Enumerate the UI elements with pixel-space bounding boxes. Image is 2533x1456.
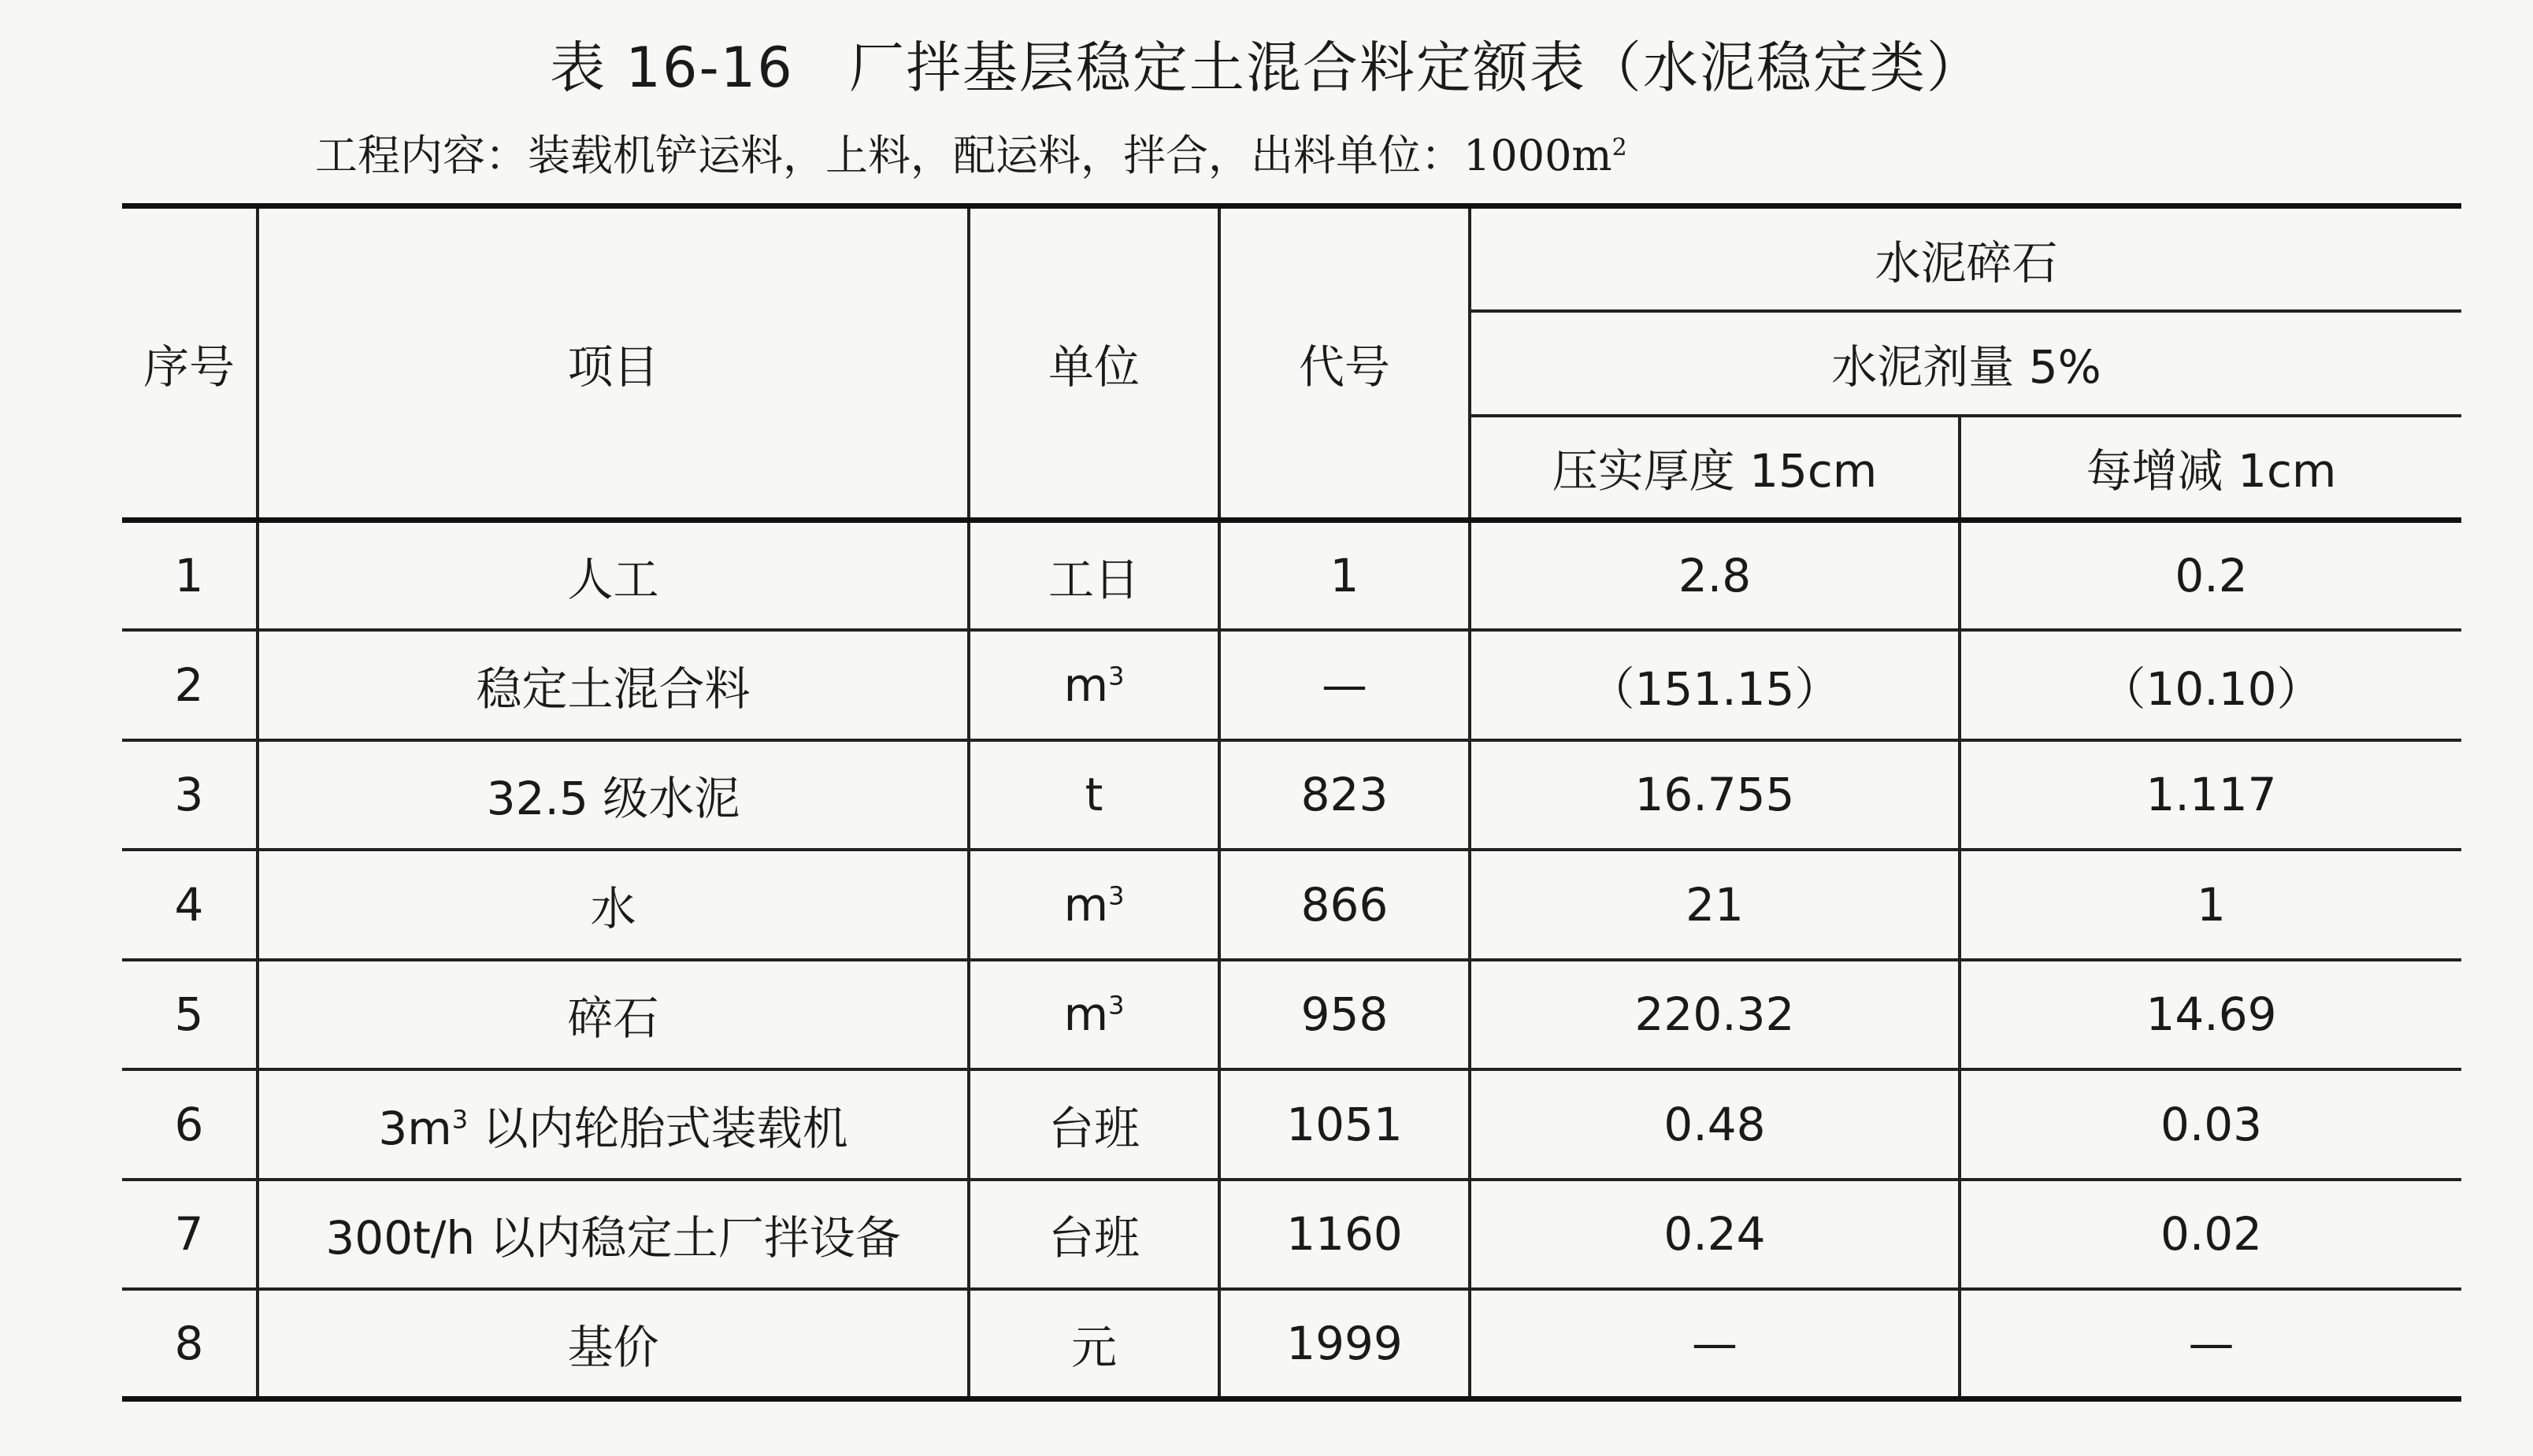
unit-text: 台班 xyxy=(1048,1101,1140,1155)
header-subgroup: 水泥剂量 5% xyxy=(1470,311,2461,416)
unit-exponent: 2 xyxy=(1611,134,1627,161)
unit-superscript: 3 xyxy=(1108,990,1125,1021)
cell-increment-value: 1 xyxy=(1960,850,2461,960)
cell-unit xyxy=(969,521,1219,631)
cell-item xyxy=(258,1180,969,1290)
header-item: 项目 xyxy=(258,206,969,521)
table-number: 表 16-16 xyxy=(550,35,794,100)
unit-superscript: 3 xyxy=(1108,661,1125,691)
header-col-increment: 每增减 1cm xyxy=(1960,416,2461,521)
cell-code: 1 xyxy=(1219,521,1470,631)
item-superscript: 3 xyxy=(451,1104,469,1135)
cell-increment-value: 1.117 xyxy=(1960,740,2461,850)
cell-unit xyxy=(969,960,1219,1070)
cell-item xyxy=(258,740,969,850)
unit-text: m xyxy=(1063,658,1109,712)
cell-code: 866 xyxy=(1219,850,1470,960)
unit-text: 台班 xyxy=(1048,1211,1140,1265)
header-unit: 单位 xyxy=(969,206,1219,521)
cell-increment-value: 14.69 xyxy=(1960,960,2461,1070)
table-row xyxy=(122,1180,2461,1290)
unit-text: 元 xyxy=(1070,1321,1117,1374)
item-text: 人工 xyxy=(567,553,659,606)
item-text: 水 xyxy=(590,881,636,935)
cell-item xyxy=(258,1289,969,1399)
table-body xyxy=(122,521,2461,1399)
table-row xyxy=(122,960,2461,1070)
cell-unit xyxy=(969,1180,1219,1290)
cell-thickness-value: 220.32 xyxy=(1470,960,1960,1070)
header-group: 水泥碎石 xyxy=(1470,206,2461,311)
cell-thickness-value: — xyxy=(1470,1289,1960,1399)
work-content-line xyxy=(315,122,1627,183)
cell-unit xyxy=(969,850,1219,960)
item-text: 基价 xyxy=(567,1321,659,1374)
cell-item xyxy=(258,1069,969,1180)
cell-seq: 2 xyxy=(122,630,258,740)
header-seq: 序号 xyxy=(122,206,258,521)
cell-seq: 7 xyxy=(122,1180,258,1290)
table-title xyxy=(0,24,2533,103)
cell-seq: 1 xyxy=(122,521,258,631)
cell-seq: 8 xyxy=(122,1289,258,1399)
item-text: 300t/h 以内稳定土厂拌设备 xyxy=(325,1211,901,1265)
unit-text: m xyxy=(1063,877,1109,932)
cell-unit xyxy=(969,1069,1219,1180)
cell-code: — xyxy=(1219,630,1470,740)
table-row xyxy=(122,521,2461,631)
cell-code: 1999 xyxy=(1219,1289,1470,1399)
header-col-thickness: 压实厚度 15cm xyxy=(1470,416,1960,521)
item-text-rest: 以内轮胎式装载机 xyxy=(468,1101,848,1155)
quota-table xyxy=(122,203,2461,1402)
unit-superscript: 3 xyxy=(1108,880,1125,911)
cell-unit xyxy=(969,1289,1219,1399)
cell-increment-value: — xyxy=(1960,1289,2461,1399)
table-caption: 厂拌基层稳定土混合料定额表（水泥稳定类） xyxy=(848,35,1983,100)
header-row-1 xyxy=(122,206,2461,311)
unit-text: 工日 xyxy=(1048,553,1140,606)
cell-seq: 4 xyxy=(122,850,258,960)
cell-thickness-value: 0.48 xyxy=(1470,1069,1960,1180)
table-row xyxy=(122,740,2461,850)
cell-increment-value: 0.2 xyxy=(1960,521,2461,631)
item-text: 碎石 xyxy=(567,991,659,1046)
cell-code: 1160 xyxy=(1219,1180,1470,1290)
cell-item xyxy=(258,850,969,960)
cell-thickness-value: 2.8 xyxy=(1470,521,1960,631)
cell-thickness-value: 21 xyxy=(1470,850,1960,960)
cell-code: 823 xyxy=(1219,740,1470,850)
table-row xyxy=(122,1289,2461,1399)
unit-text: m xyxy=(1063,987,1109,1042)
cell-seq: 3 xyxy=(122,740,258,850)
table-row xyxy=(122,850,2461,960)
cell-increment-value: （10.10） xyxy=(1960,630,2461,740)
cell-thickness-value: 0.24 xyxy=(1470,1180,1960,1290)
cell-seq: 5 xyxy=(122,960,258,1070)
cell-unit xyxy=(969,740,1219,850)
work-content-text: 工程内容：装载机铲运料，上料，配运料，拌合，出料单位：1000m xyxy=(315,131,1612,180)
item-text: 稳定土混合料 xyxy=(476,661,751,716)
cell-increment-value: 0.03 xyxy=(1960,1069,2461,1180)
cell-unit xyxy=(969,630,1219,740)
cell-item xyxy=(258,521,969,631)
cell-code: 958 xyxy=(1219,960,1470,1070)
table-row xyxy=(122,1069,2461,1180)
cell-increment-value: 0.02 xyxy=(1960,1180,2461,1290)
cell-thickness-value: 16.755 xyxy=(1470,740,1960,850)
unit-text: t xyxy=(1085,768,1103,822)
cell-seq: 6 xyxy=(122,1069,258,1180)
cell-item xyxy=(258,960,969,1070)
item-text: 32.5 级水泥 xyxy=(486,772,740,826)
cell-thickness-value: （151.15） xyxy=(1470,630,1960,740)
cell-item xyxy=(258,630,969,740)
cell-code: 1051 xyxy=(1219,1069,1470,1180)
table-row xyxy=(122,630,2461,740)
item-text: 3m xyxy=(378,1101,452,1155)
header-code: 代号 xyxy=(1219,206,1470,521)
